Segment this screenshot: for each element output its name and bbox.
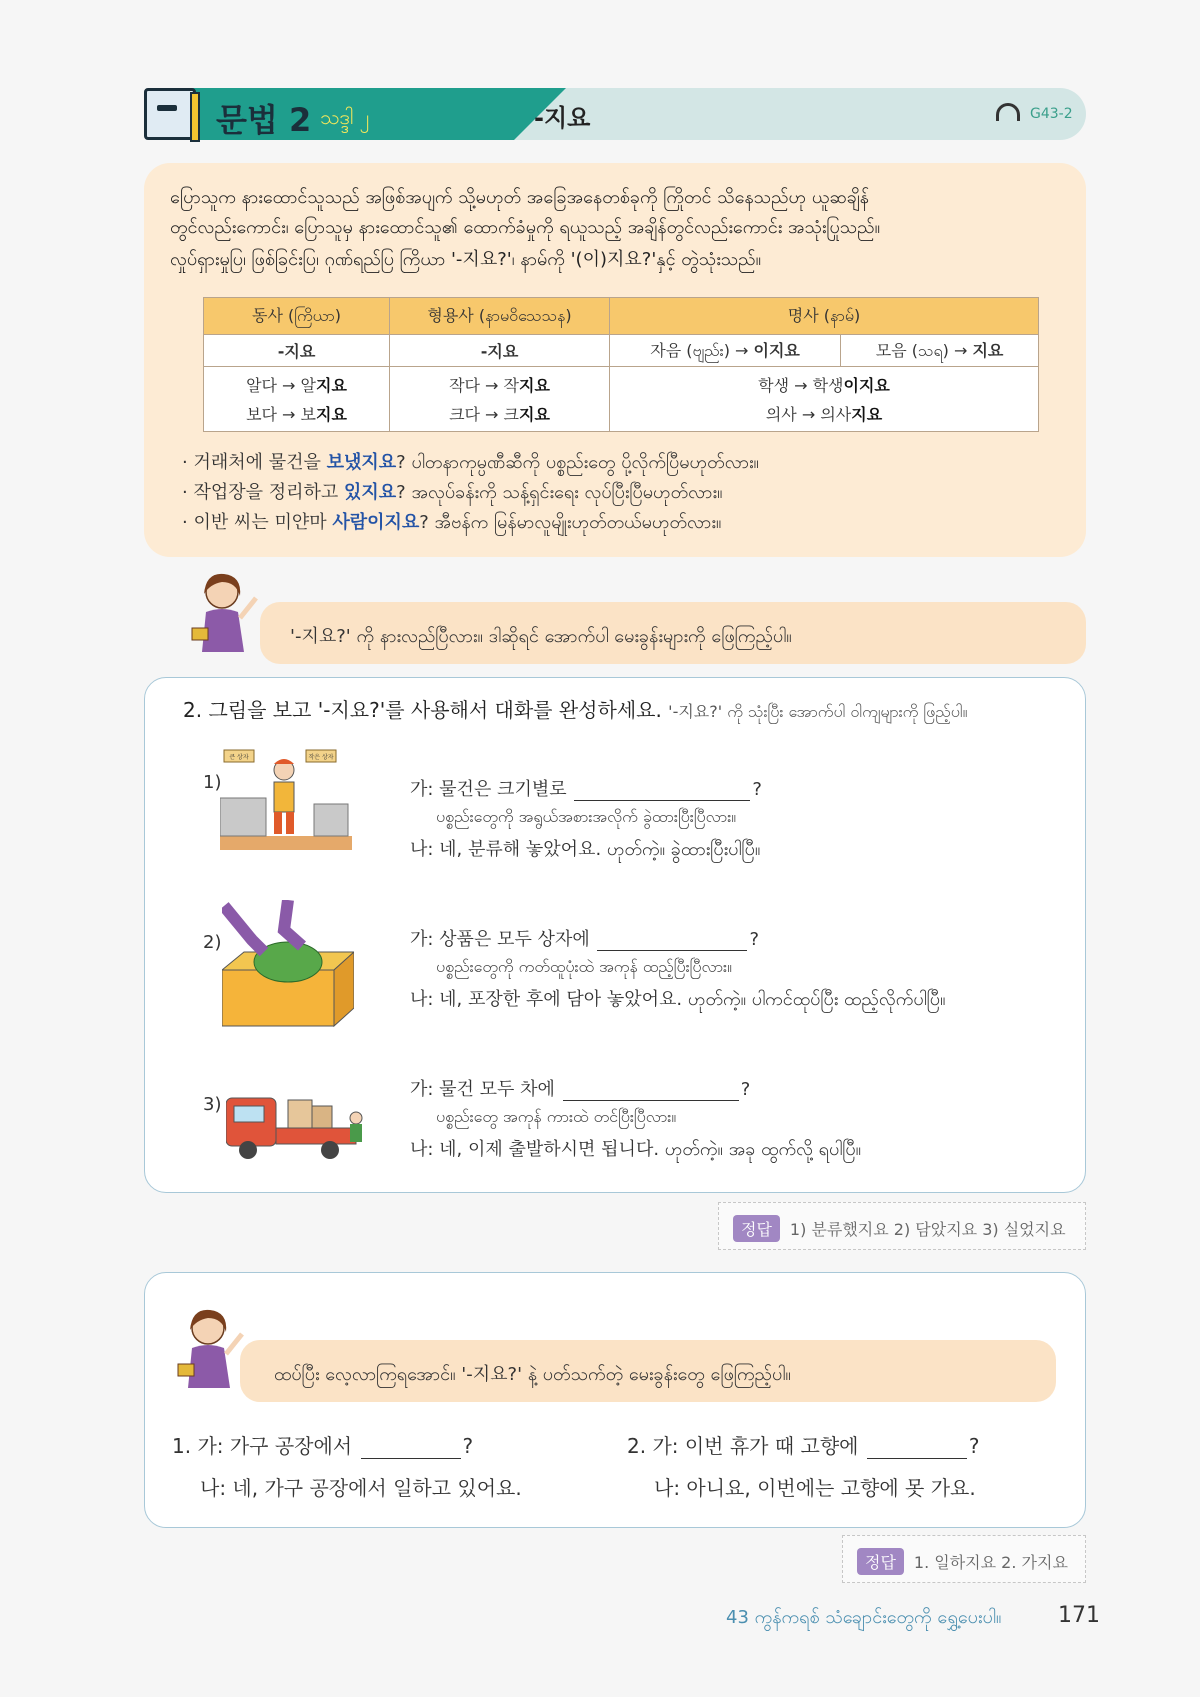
dialogue-question: 가: 물건은 크기별로 ? xyxy=(410,779,762,800)
example-sentence: · 작업장을 정리하고 있지요? အလုပ်ခန်းကို သန့်ရှင်းရေး လုပ်ပြီးပြီမဟုတ်လား။ xyxy=(182,482,723,503)
answer-blank[interactable] xyxy=(597,932,747,951)
table-ending-verb: -지요 xyxy=(204,335,390,367)
dialogue-question: 가: 상품은 모두 상자에 ? xyxy=(410,929,760,950)
headphone-icon[interactable] xyxy=(996,103,1020,121)
dialogue-answer: 나: 네, 분류해 놓았어요. ဟုတ်ကဲ့။ ခွဲထားပြီးပါပြီ။ xyxy=(410,839,761,860)
answer-blank[interactable] xyxy=(563,1082,739,1101)
answer-blank[interactable] xyxy=(867,1438,967,1459)
dialogue-question-translation: ပစ္စည်းတွေ အကုန် ကားထဲ တင်ပြီးပြီလား။ xyxy=(436,1107,677,1126)
question-number: 2) xyxy=(203,932,222,953)
table-header-verb: 동사 (ကြိယာ) xyxy=(204,298,390,335)
answer-blank[interactable] xyxy=(361,1438,461,1459)
dialogue-answer: 나: 네, 이제 출발하시면 됩니다. ဟုတ်ကဲ့။ အခု ထွက်လို့ ရပါပြီ။ xyxy=(410,1139,862,1160)
review-q2: 2. 가: 이번 휴가 때 고향에 ? xyxy=(627,1434,980,1458)
teacher-illustration xyxy=(176,1304,246,1394)
answer-text: 1. 일하지요 2. 가지요 xyxy=(913,1553,1068,1572)
dialogue-question: 가: 물건 모두 차에 ? xyxy=(410,1079,751,1100)
teacher-illustration xyxy=(190,568,260,658)
table-verb-examples: 알다 → 알지요 보다 → 보지요 xyxy=(204,367,390,432)
table-ending-vowel: 모음 (သရ) → 지요 xyxy=(841,335,1039,367)
tip-banner-text: '-지요?' ကို နားလည်ပြီလား။ ဒါဆိုရင် အောက်ပါ မေးခွန်းများကို ဖြေကြည့်ပါ။ xyxy=(290,626,792,647)
section-title: 문법 2 xyxy=(216,101,312,139)
warehouse-illustration xyxy=(220,740,352,852)
page-number: 171 xyxy=(1058,1603,1100,1628)
answer-badge: 정답 xyxy=(857,1548,904,1575)
answer-text: 1) 분류했지요 2) 담았지요 3) 실었지요 xyxy=(789,1220,1066,1239)
audio-code[interactable]: G43-2 xyxy=(1030,106,1073,122)
chapter-title: 43 ကွန်ကရစ် သံချောင်းတွေကို ရွှေ့ပေးပါ။ xyxy=(726,1607,1002,1628)
table-header-adj: 형용사 (နာမဝိသေသန) xyxy=(390,298,610,335)
review-q1: 1. 가: 가구 공장에서 ? xyxy=(172,1434,474,1458)
answer-blank[interactable] xyxy=(574,782,750,801)
table-ending-adj: -지요 xyxy=(390,335,610,367)
exercise-title: 2. 그림을 보고 '-지요?'를 사용해서 대화를 완성하세요. '-지요?' ကို သုံးပြီး အောက်ပါ ဝါကျများကို ဖြည့်ပါ။ xyxy=(183,698,968,722)
review-banner-text: ထပ်ပြီး လေ့လာကြရအောင်။ '-지요?' နဲ့ ပတ်သက်တဲ့ မေးခွန်းတွေ ဖြေကြည့်ပါ။ xyxy=(274,1364,791,1385)
review-q2-answer: 나: 아니요, 이번에는 고향에 못 가요. xyxy=(654,1476,976,1500)
dialogue-question-translation: ပစ္စည်းတွေကို ကတ်ထူပုံးထဲ အကုန် ထည့်ပြီးပြီလား။ xyxy=(436,957,732,976)
pencil-icon xyxy=(190,92,200,142)
explanation-line: လှုပ်ရှားမှုပြ၊ ဖြစ်ခြင်းပြ၊ ဂုဏ်ရည်ပြ ကြိယာ '-지요?'၊ နာမ်ကို '(이)지요?'နှင့် တွဲသုံးသည်။ xyxy=(170,249,762,270)
answer-key xyxy=(842,1535,1086,1583)
table-ending-consonant: 자음 (ဗျည်း) → 이지요 xyxy=(610,335,841,367)
example-sentence: · 거래처에 물건을 보냈지요? ပါတနာကုမ္ပဏီဆီကို ပစ္စည်းတွေ ပို့လိုက်ပြီမဟုတ်လား။ xyxy=(182,452,759,473)
sign-big-box: 큰 상자 xyxy=(229,754,249,761)
dialogue-answer: 나: 네, 포장한 후에 담아 놓았어요. ဟုတ်ကဲ့။ ပါကင်ထုပ်ပြီး ထည့်လိုက်ပါပြီ။ xyxy=(410,989,946,1010)
table-header-noun: 명사 (နာမ်) xyxy=(610,298,1039,335)
truck-illustration xyxy=(226,1088,368,1162)
explanation-line: ပြောသူက နားထောင်သူသည် အဖြစ်အပျက် သို့မဟုတ် အခြေအနေတစ်ခုကို ကြိုတင် သိနေသည်ဟု ယူဆချိန် xyxy=(170,187,869,208)
sign-small-box: 작은 상자 xyxy=(308,754,334,761)
grammar-point: -지요 xyxy=(534,104,591,132)
example-sentence: · 이반 씨는 미얀마 사람이지요? အီဗန်က မြန်မာလူမျိုးဟုတ်တယ်မဟုတ်လား။ xyxy=(182,512,722,533)
table-noun-examples: 학생 → 학생이지요 의사 → 의사지요 xyxy=(610,367,1039,432)
explanation-line: တွင်လည်းကောင်း၊ ပြောသူမှ နားထောင်သူ၏ ထောက်ခံမှုကို ရယူသည့် အချိန်တွင်လည်းကောင်း အသုံးပြုသည်။ xyxy=(170,217,881,238)
table-adj-examples: 작다 → 작지요 크다 → 크지요 xyxy=(390,367,610,432)
book-icon xyxy=(144,88,196,140)
question-number: 3) xyxy=(203,1094,222,1115)
question-number: 1) xyxy=(203,772,222,793)
section-subtitle: သဒ္ဒါ ၂ xyxy=(320,105,370,129)
answer-badge: 정답 xyxy=(733,1215,780,1242)
review-q1-answer: 나: 네, 가구 공장에서 일하고 있어요. xyxy=(200,1476,522,1500)
answer-key xyxy=(718,1202,1086,1250)
dialogue-question-translation: ပစ္စည်းတွေကို အရွယ်အစားအလိုက် ခွဲထားပြီးပြီလား။ xyxy=(436,807,737,826)
packing-illustration xyxy=(222,900,354,1030)
grammar-table xyxy=(203,297,1039,432)
